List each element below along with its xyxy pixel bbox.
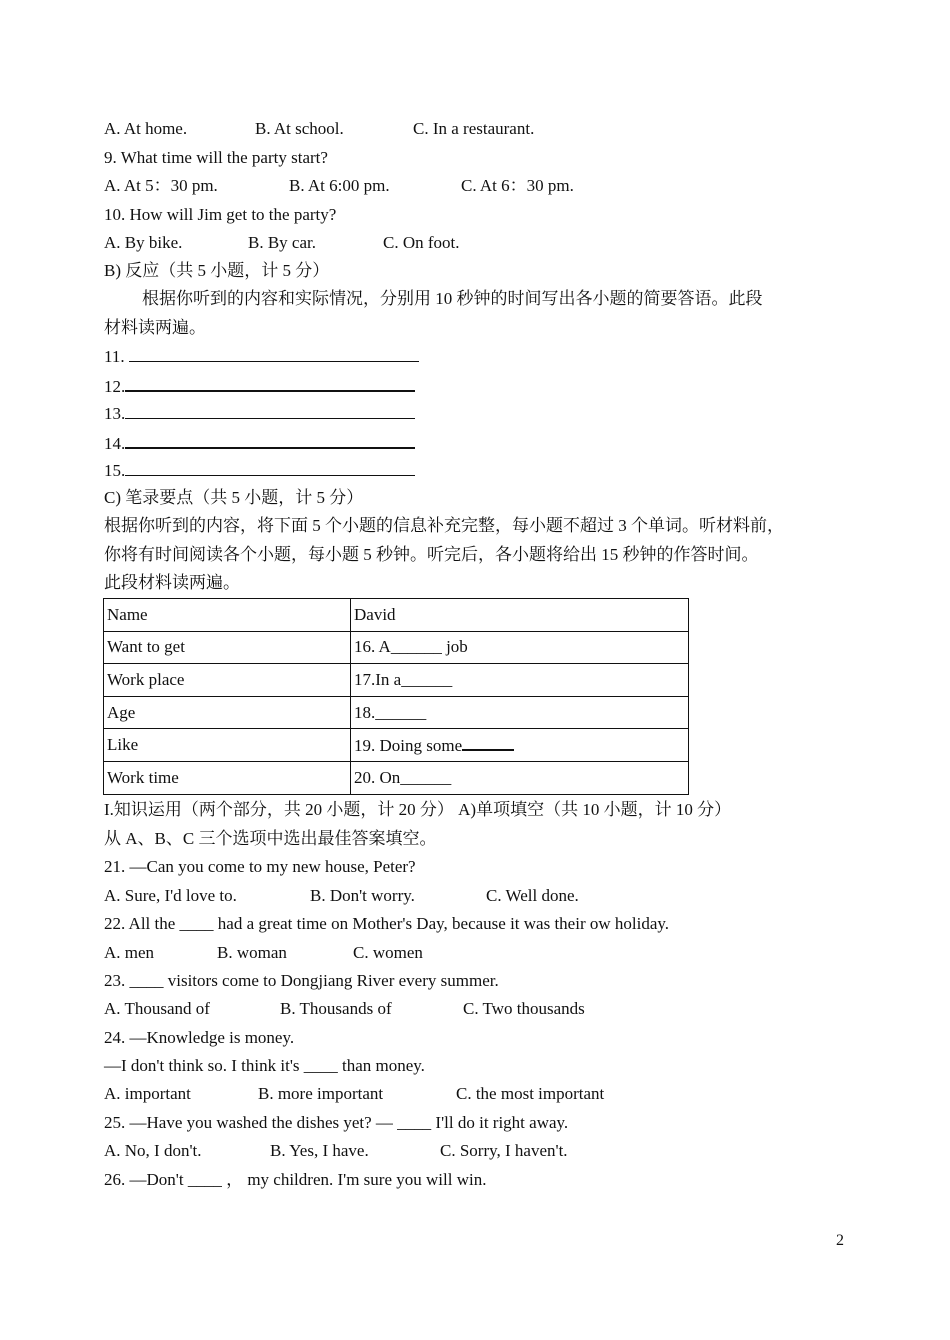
row-label: Work place [104, 664, 351, 697]
option-b: B. At school. [255, 119, 344, 138]
notes-table [103, 598, 689, 795]
row-value[interactable]: 18.______ [351, 696, 689, 729]
question-22-options [104, 942, 423, 964]
section-b-instruction: 根据你听到的内容和实际情况，分别用 10 秒钟的时间写出各小题的简要答语。此段 [142, 289, 763, 308]
question-24-options [104, 1083, 604, 1105]
row-value[interactable]: 17.In a______ [351, 664, 689, 697]
section-c-title: C) 笔录要点（共 5 小题，计 5 分） [104, 488, 364, 507]
question-26-stem: 26. —Don't ____ ， my children. I'm sure you will win. [104, 1170, 487, 1189]
table-row [104, 696, 689, 729]
option-a: A. At home. [104, 119, 188, 138]
table-row [104, 599, 689, 632]
question-9-options [104, 175, 574, 197]
option-c: C. the most important [456, 1084, 605, 1103]
answer-line-13: 13. [104, 402, 415, 425]
answer-blank[interactable] [125, 374, 415, 392]
option-c: C. In a restaurant. [413, 119, 535, 138]
question-10-options [104, 232, 460, 254]
row-value[interactable]: 20. On______ [351, 761, 689, 794]
question-23-stem: 23. ____ visitors come to Dongjiang River every summer. [104, 971, 499, 990]
option-a: A. men [104, 943, 155, 962]
row-label: Want to get [104, 631, 351, 664]
row-label: Like [104, 729, 351, 762]
option-a: A. At 5：30 pm. [104, 176, 218, 195]
option-c: C. Two thousands [463, 999, 585, 1018]
section-c-instruction-2: 你将有时间阅读各个小题，每小题 5 秒钟。听完后，各小题将给出 15 秒钟的作答时间。 [104, 545, 759, 564]
option-c: C. Well done. [486, 886, 579, 905]
answer-blank[interactable] [125, 459, 415, 476]
option-a: A. By bike. [104, 233, 183, 252]
option-b: B. woman [217, 943, 287, 962]
row-value[interactable]: 19. Doing some [351, 729, 689, 762]
section-c-instruction-3: 此段材料读两遍。 [104, 573, 240, 592]
option-a: A. Thousand of [104, 999, 210, 1018]
question-21-stem: 21. —Can you come to my new house, Peter? [104, 857, 416, 876]
row-label: Name [104, 599, 351, 632]
answer-blank[interactable] [462, 735, 514, 751]
question-25-options [104, 1140, 568, 1162]
option-c: C. Sorry, I haven't. [440, 1141, 568, 1160]
answer-line-14: 14. [104, 431, 415, 455]
question-23-options [104, 998, 585, 1020]
option-a: A. important [104, 1084, 191, 1103]
option-b: B. Don't worry. [310, 886, 415, 905]
question-25-stem: 25. —Have you washed the dishes yet? — ____ I'll do it right away. [104, 1113, 569, 1132]
question-22-stem: 22. All the ____ had a great time on Mother's Day, because it was their ow holiday. [104, 914, 670, 933]
answer-blank[interactable] [125, 431, 415, 449]
section-b-title: B) 反应（共 5 小题，计 5 分） [104, 261, 330, 280]
answer-line-12: 12. [104, 374, 415, 398]
answer-line-11: 11. [104, 345, 419, 368]
row-label: Work time [104, 761, 351, 794]
option-b: B. At 6:00 pm. [289, 176, 390, 195]
section-c-instruction: 根据你听到的内容，将下面 5 个小题的信息补充完整，每小题不超过 3 个单词。听材料前， [104, 516, 784, 535]
option-a: A. Sure, I'd love to. [104, 886, 237, 905]
answer-blank[interactable] [125, 402, 415, 419]
question-8-options [104, 118, 534, 140]
option-b: B. By car. [248, 233, 316, 252]
row-value: David [351, 599, 689, 632]
row-value[interactable]: 16. A______ job [351, 631, 689, 664]
option-b: B. Yes, I have. [270, 1141, 369, 1160]
part-i-title: I.知识运用（两个部分，共 20 小题，计 20 分） A)单项填空（共 10 小题，计 10 分） [104, 800, 732, 819]
option-c: C. women [353, 943, 423, 962]
question-10-stem: 10. How will Jim get to the party? [104, 205, 337, 224]
part-i-instruction: 从 A、B、C 三个选项中选出最佳答案填空。 [104, 829, 437, 848]
table-row [104, 631, 689, 664]
section-b-instruction-cont: 材料读两遍。 [104, 318, 206, 337]
question-24-stem: 24. —Knowledge is money. [104, 1028, 295, 1047]
option-c: C. At 6：30 pm. [461, 176, 574, 195]
question-24-stem-cont: —I don't think so. I think it's ____ than money. [104, 1056, 425, 1075]
answer-line-15: 15. [104, 459, 415, 482]
question-9-stem: 9. What time will the party start? [104, 148, 328, 167]
option-b: B. more important [258, 1084, 384, 1103]
option-c: C. On foot. [383, 233, 460, 252]
table-row [104, 729, 689, 762]
question-21-options [104, 885, 579, 907]
answer-blank[interactable] [129, 345, 419, 362]
table-row [104, 664, 689, 697]
page-number: 2 [836, 1232, 844, 1249]
row-label: Age [104, 696, 351, 729]
option-b: B. Thousands of [280, 999, 392, 1018]
option-a: A. No, I don't. [104, 1141, 202, 1160]
table-row [104, 761, 689, 794]
